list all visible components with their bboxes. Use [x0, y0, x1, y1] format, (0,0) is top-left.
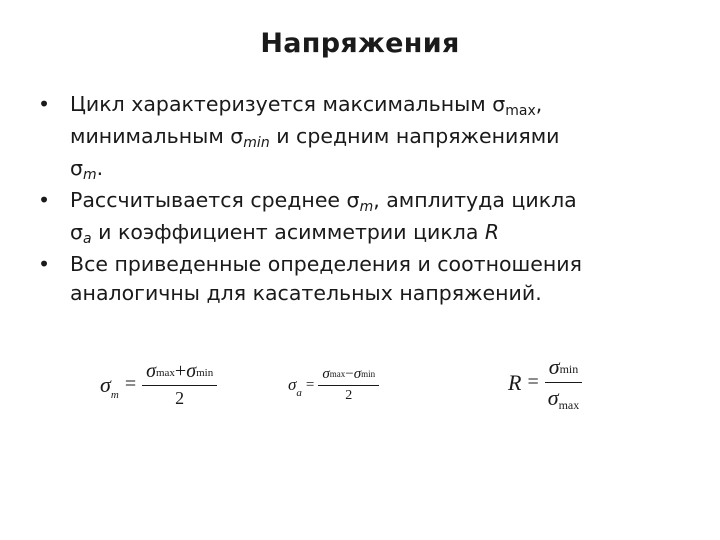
formula-asymmetry-ratio: [508, 354, 582, 411]
bullet-item-cycle: [36, 90, 696, 186]
formula-lhs: $\sigma_a$: [288, 375, 302, 399]
formula-row: [0, 352, 720, 432]
bullet-marker: •: [38, 252, 51, 276]
fraction: [318, 366, 379, 404]
bullet-text: аналогичны для касательных напряжений.: [70, 281, 542, 305]
bullet-text: σ: [70, 220, 83, 244]
subscript: max: [505, 103, 536, 119]
subscript: min: [243, 135, 270, 151]
numerator: σmin: [545, 354, 583, 383]
slide-title: Напряжения: [260, 28, 460, 59]
bullet-text: минимальным σ: [70, 124, 244, 148]
formula-mean-stress: [100, 360, 217, 409]
bullet-text: Цикл характеризуется максимальным σ: [70, 92, 506, 116]
bullet-text: , амплитуда цикла: [373, 188, 577, 212]
bullet-text: ,: [535, 92, 543, 116]
equals-sign: =: [124, 373, 137, 395]
denominator: 2: [175, 388, 185, 408]
equals-sign: =: [305, 376, 315, 393]
bullet-text: Все приведенные определения и соотношения: [70, 252, 582, 276]
bullet-item-shear: [36, 250, 696, 308]
variable-r: R: [484, 220, 500, 244]
equals-sign: =: [527, 371, 539, 393]
bullet-text: и средним напряжениями: [269, 124, 560, 148]
formula-lhs: R: [508, 369, 522, 395]
bullet-text: σ: [70, 156, 83, 180]
formula-lhs: $\sigma_m$: [100, 371, 119, 401]
bullet-text: .: [96, 156, 104, 180]
numerator: σmax+σmin: [142, 360, 217, 386]
subscript: m: [83, 167, 97, 183]
subscript: m: [359, 199, 374, 215]
bullet-item-calculation: [36, 186, 696, 250]
denominator: 2: [345, 388, 353, 403]
numerator: σmax−σmin: [318, 366, 379, 386]
subscript: a: [83, 231, 92, 247]
denominator: σmax: [547, 385, 580, 412]
bullet-marker: •: [38, 92, 51, 116]
bullet-text: Рассчитывается среднее σ: [70, 188, 360, 212]
fraction: [545, 354, 583, 411]
formula-amplitude: [288, 366, 379, 404]
bullet-text: и коэффициент асимметрии цикла: [91, 220, 485, 244]
bullet-marker: •: [38, 188, 51, 212]
bullet-list: [36, 90, 696, 308]
fraction: [142, 360, 217, 409]
